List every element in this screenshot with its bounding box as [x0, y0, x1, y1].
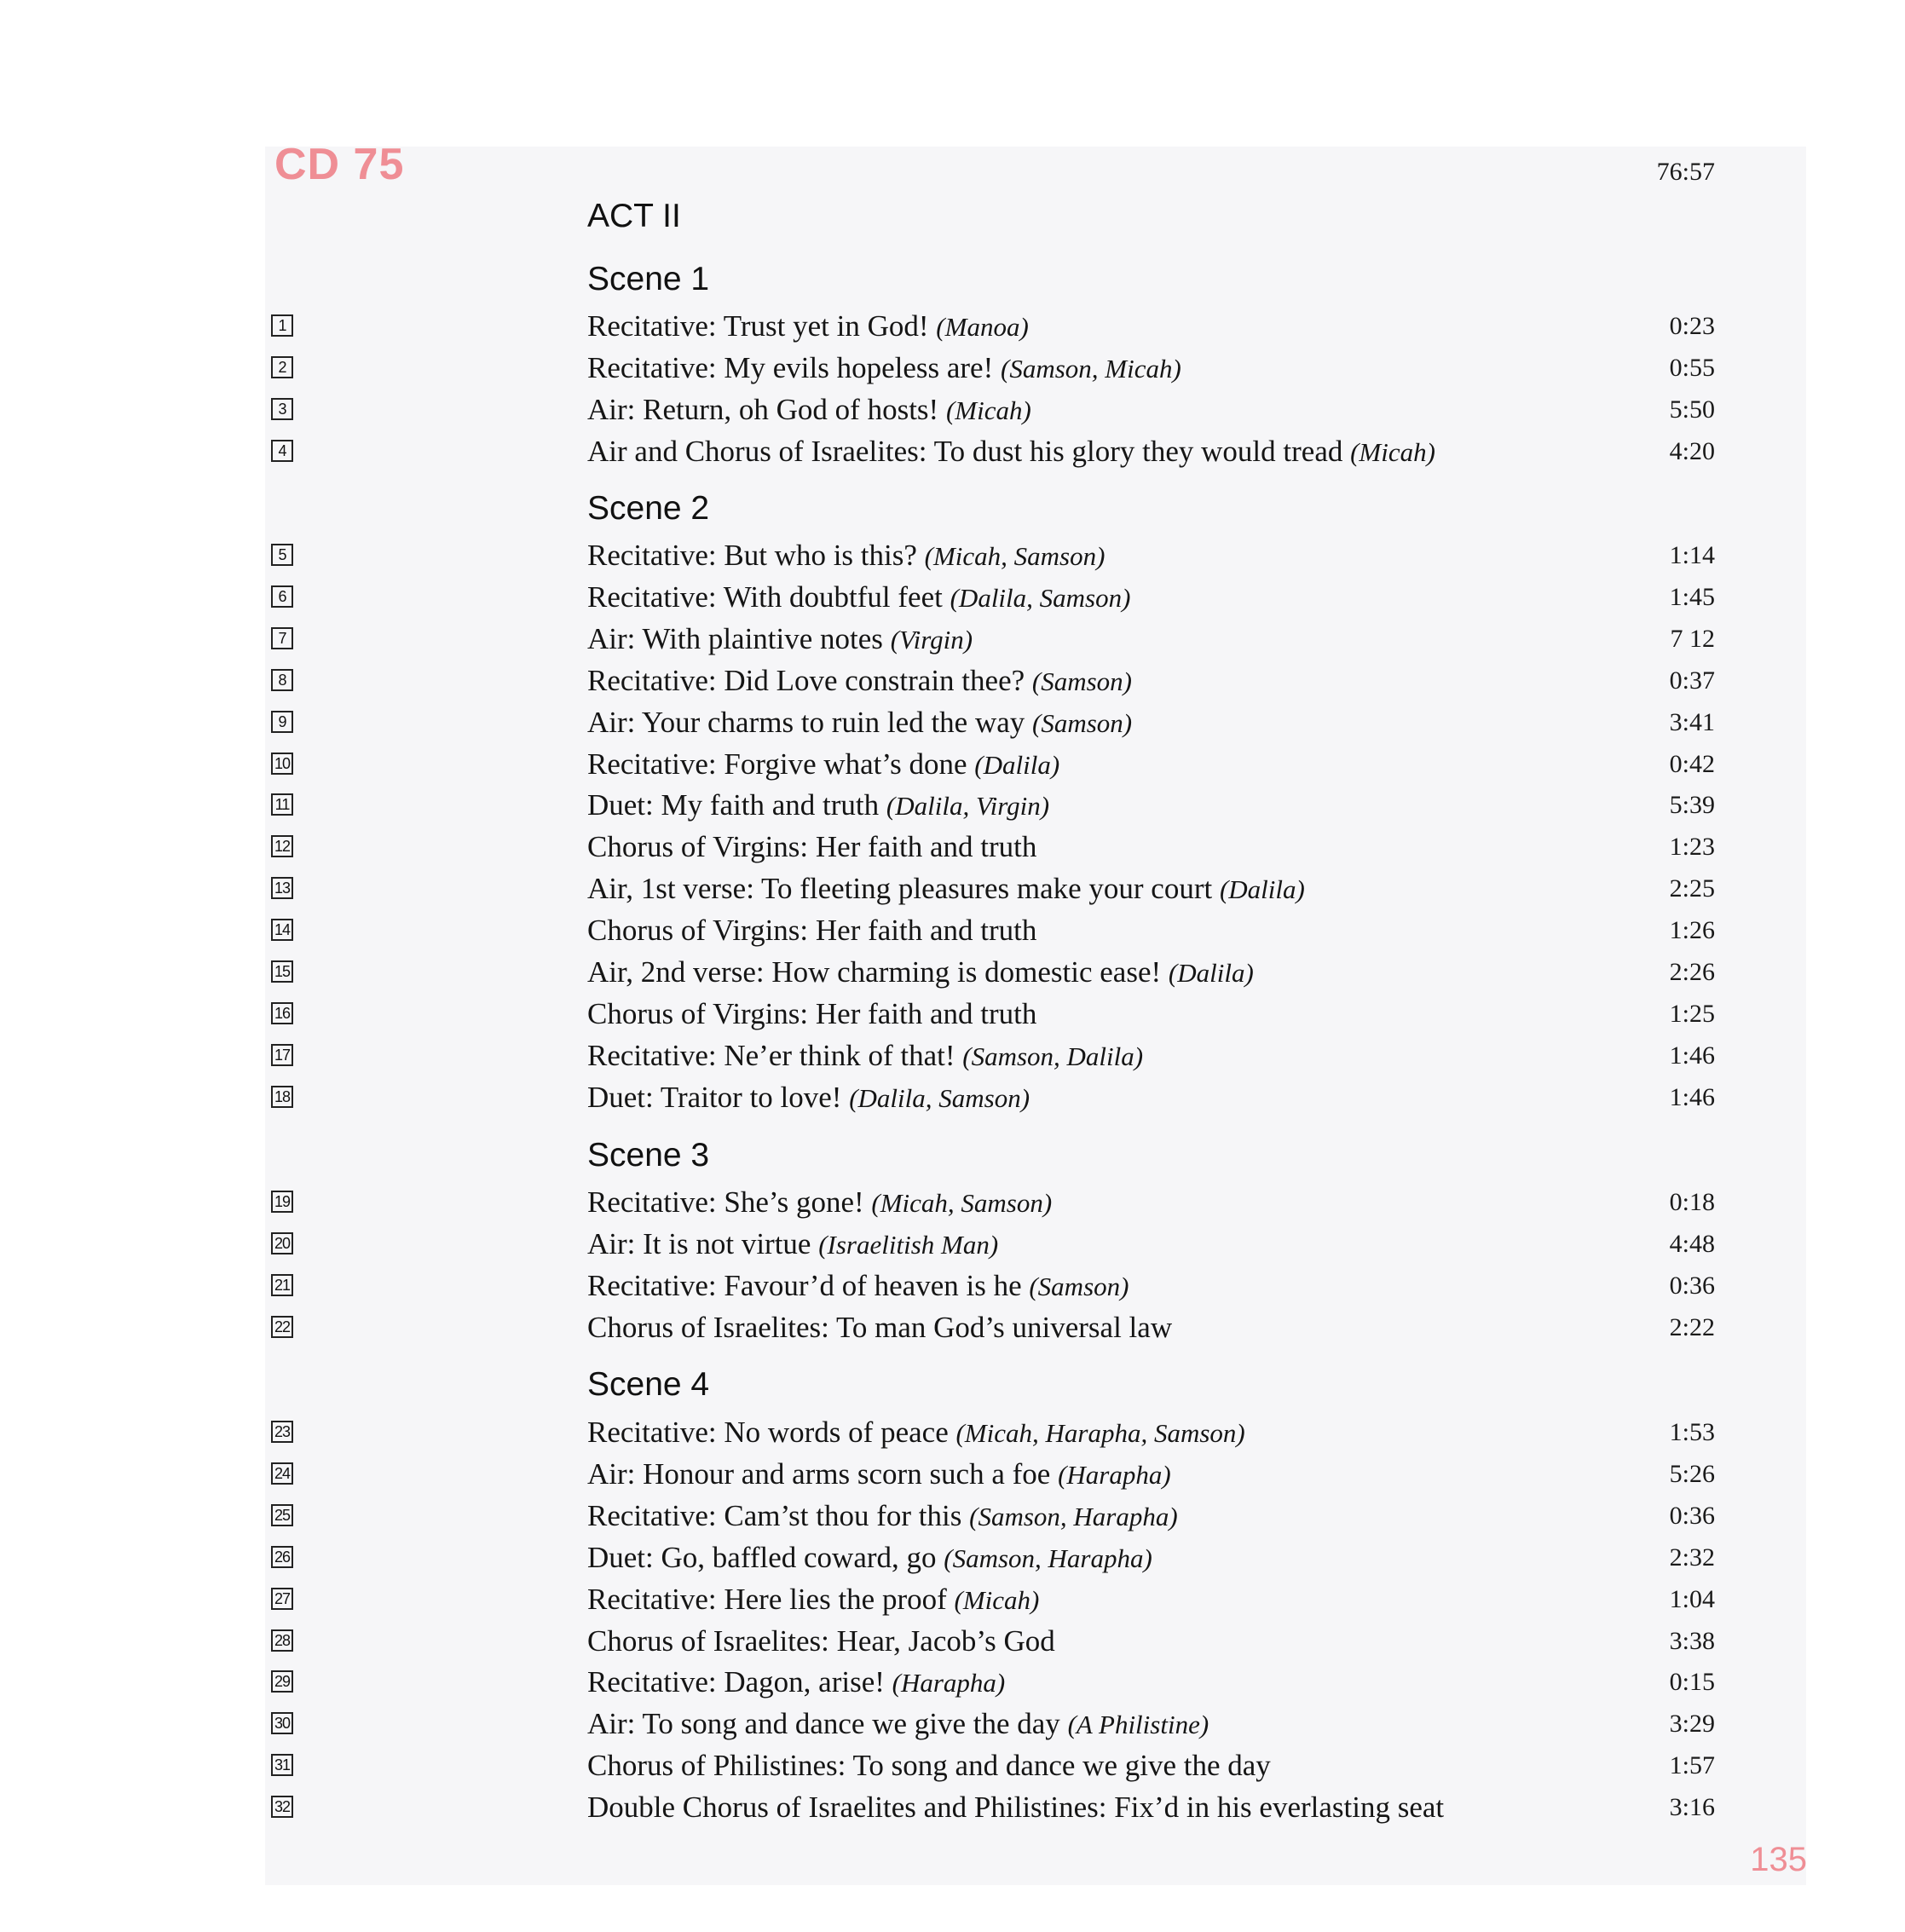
track-title: [587, 1620, 1055, 1662]
track-duration: 1:25: [1669, 999, 1715, 1028]
track-row: [0, 305, 1905, 347]
track-row: [0, 534, 1905, 576]
track-title: [587, 1306, 1172, 1348]
track-number-box: 32: [271, 1796, 293, 1818]
track-title: [587, 1661, 1005, 1704]
track-title-text: Air, 2nd verse: How charming is domestic ease!: [587, 955, 1162, 989]
track-performers: (Samson, Harapha): [969, 1501, 1178, 1531]
track-row: [0, 1265, 1905, 1306]
track-number-box: 20: [271, 1232, 293, 1254]
track-number-box: 15: [271, 960, 293, 983]
track-title-text: Recitative: Cam’st thou for this: [587, 1498, 962, 1532]
track-row: [0, 1786, 1905, 1828]
track-performers: (Manoa): [936, 312, 1029, 342]
track-number-box: 17: [271, 1044, 293, 1066]
track-title: [587, 1265, 1129, 1307]
track-duration: 3:16: [1669, 1793, 1715, 1822]
track-performers: (Dalila, Virgin): [886, 791, 1050, 822]
track-title-text: Recitative: Did Love constrain thee?: [587, 663, 1025, 697]
track-duration: 2:22: [1669, 1312, 1715, 1341]
track-duration: 3:41: [1669, 707, 1715, 736]
track-title-text: Recitative: Ne’er think of that!: [587, 1038, 955, 1072]
track-performers: (Micah, Samson): [871, 1188, 1053, 1218]
track-title-text: Recitative: Here lies the proof: [587, 1582, 947, 1616]
track-title-text: Double Chorus of Israelites and Philistines: Fix’d in his everlasting seat: [587, 1791, 1445, 1825]
track-performers: (Samson, Micah): [1001, 353, 1181, 384]
track-performers: (A Philistine): [1067, 1710, 1209, 1740]
track-duration: 0:36: [1669, 1271, 1715, 1300]
track-title-text: Chorus of Israelites: Hear, Jacob’s God: [587, 1623, 1055, 1658]
track-row: [0, 389, 1905, 430]
track-number-box: 28: [271, 1629, 293, 1652]
track-row: [0, 576, 1905, 618]
track-title: [587, 660, 1132, 702]
track-title: [587, 1578, 1039, 1621]
track-title: [587, 993, 1036, 1035]
track-title-text: Air: With plaintive notes: [587, 621, 883, 655]
track-row: [0, 1453, 1905, 1495]
track-title-text: Duet: Traitor to love!: [587, 1080, 842, 1114]
track-title: [587, 347, 1181, 389]
track-title-text: Recitative: Favour’d of heaven is he: [587, 1268, 1022, 1302]
track-row: [0, 660, 1905, 701]
track-title: [587, 1035, 1143, 1077]
track-number-box: 21: [271, 1274, 293, 1296]
scene-heading: Scene 1: [587, 261, 710, 297]
track-number-box: 4: [271, 440, 293, 462]
track-title-text: Air and Chorus of Israelites: To dust his glory they would tread: [587, 434, 1343, 468]
track-title: [587, 430, 1435, 473]
track-performers: (Micah): [945, 395, 1031, 425]
track-title: [587, 826, 1036, 868]
track-title-text: Air, 1st verse: To fleeting pleasures make your court: [587, 872, 1213, 906]
track-number-box: 22: [271, 1316, 293, 1338]
track-performers: (Israelitish Man): [818, 1229, 999, 1260]
track-title: [587, 389, 1031, 431]
track-duration: 7 12: [1670, 624, 1715, 653]
track-duration: 3:38: [1669, 1626, 1715, 1655]
track-number-box: 14: [271, 919, 293, 941]
track-duration: 0:15: [1669, 1668, 1715, 1697]
track-number-box: 27: [271, 1588, 293, 1610]
track-title-text: Recitative: But who is this?: [587, 539, 917, 572]
track-row: [0, 618, 1905, 660]
track-title: [587, 1181, 1052, 1224]
track-title: [587, 784, 1049, 827]
track-performers: (Micah): [954, 1584, 1040, 1615]
track-title-text: Recitative: Trust yet in God!: [587, 309, 929, 343]
track-title: [587, 909, 1036, 951]
track-row: [0, 1537, 1905, 1578]
track-duration: 0:37: [1669, 666, 1715, 695]
track-duration: 0:42: [1669, 749, 1715, 778]
track-duration: 0:18: [1669, 1188, 1715, 1216]
track-title-text: Air: Return, oh God of hosts!: [587, 392, 939, 426]
track-row: [0, 430, 1905, 472]
track-number-box: 23: [271, 1421, 293, 1443]
track-duration: 5:50: [1669, 395, 1715, 424]
track-number-box: 8: [271, 669, 293, 691]
track-number-box: 10: [271, 753, 293, 775]
track-row: [0, 347, 1905, 389]
track-performers: (Dalila): [1219, 874, 1305, 905]
track-row: [0, 1703, 1905, 1745]
track-row: [0, 1661, 1905, 1703]
track-row: [0, 1035, 1905, 1076]
track-title: [587, 305, 1029, 348]
track-title: [587, 701, 1132, 744]
track-duration: 1:23: [1669, 833, 1715, 862]
track-title-text: Chorus of Philistines: To song and dance we give the day: [587, 1749, 1271, 1783]
track-performers: (Samson): [1029, 1271, 1129, 1301]
track-row: [0, 826, 1905, 868]
track-row: [0, 868, 1905, 909]
track-title-text: Recitative: She’s gone!: [587, 1185, 864, 1219]
track-performers: (Micah): [1350, 436, 1435, 467]
track-duration: 1:04: [1669, 1584, 1715, 1613]
track-title-text: Air: Honour and arms scorn such a foe: [587, 1456, 1051, 1491]
track-title-text: Air: It is not virtue: [587, 1226, 811, 1260]
track-duration: 4:20: [1669, 436, 1715, 465]
track-title: [587, 951, 1254, 994]
track-duration: 1:57: [1669, 1751, 1715, 1780]
track-row: [0, 1620, 1905, 1662]
track-title-text: Chorus of Virgins: Her faith and truth: [587, 914, 1037, 948]
track-title: [587, 1703, 1209, 1745]
track-title-text: Duet: Go, baffled coward, go: [587, 1540, 937, 1574]
track-performers: (Micah, Samson): [924, 541, 1105, 571]
track-title: [587, 1786, 1444, 1828]
track-performers: (Samson): [1031, 666, 1132, 696]
track-performers: (Samson, Harapha): [944, 1543, 1152, 1573]
track-row: [0, 743, 1905, 785]
track-performers: (Harapha): [1058, 1459, 1171, 1490]
track-performers: (Virgin): [890, 624, 973, 655]
track-performers: (Dalila, Samson): [849, 1082, 1030, 1113]
track-title: [587, 1495, 1178, 1537]
track-performers: (Samson): [1032, 707, 1133, 738]
track-row: [0, 1578, 1905, 1620]
track-duration: 1:53: [1669, 1418, 1715, 1446]
track-duration: 0:23: [1669, 312, 1715, 340]
track-number-box: 6: [271, 585, 293, 608]
track-number-box: 19: [271, 1191, 293, 1213]
track-duration: 1:14: [1669, 541, 1715, 569]
cd-label: CD 75: [274, 140, 405, 189]
track-title-text: Recitative: Forgive what’s done: [587, 747, 967, 781]
track-title-text: Recitative: My evils hopeless are!: [587, 350, 994, 384]
track-title: [587, 1745, 1271, 1786]
track-number-box: 12: [271, 835, 293, 857]
total-time: 76:57: [1656, 158, 1715, 186]
track-duration: 2:32: [1669, 1543, 1715, 1572]
scene-heading: Scene 4: [587, 1366, 710, 1403]
track-row: [0, 1076, 1905, 1118]
track-number-box: 16: [271, 1002, 293, 1024]
track-title: [587, 618, 973, 660]
track-title-text: Chorus of Israelites: To man God’s universal law: [587, 1310, 1173, 1344]
track-row: [0, 701, 1905, 743]
track-duration: 3:29: [1669, 1710, 1715, 1739]
track-number-box: 31: [271, 1754, 293, 1776]
track-number-box: 3: [271, 398, 293, 420]
track-row: [0, 1745, 1905, 1786]
track-duration: 5:39: [1669, 791, 1715, 820]
track-duration: 2:25: [1669, 874, 1715, 903]
track-title: [587, 1537, 1152, 1579]
track-number-box: 1: [271, 314, 293, 337]
track-performers: (Dalila): [1168, 958, 1254, 988]
track-number-box: 13: [271, 877, 293, 899]
track-title-text: Duet: My faith and truth: [587, 788, 880, 822]
track-performers: (Samson, Dalila): [962, 1041, 1144, 1071]
act-heading: ACT II: [587, 198, 681, 234]
track-row: [0, 1306, 1905, 1348]
track-title-text: Recitative: With doubtful feet: [587, 580, 943, 614]
track-number-box: 2: [271, 356, 293, 378]
track-title: [587, 743, 1059, 786]
track-title-text: Air: To song and dance we give the day: [587, 1707, 1060, 1741]
track-row: [0, 784, 1905, 826]
track-title: [587, 1076, 1030, 1119]
track-duration: 4:48: [1669, 1229, 1715, 1258]
track-row: [0, 951, 1905, 993]
track-title-text: Air: Your charms to ruin led the way: [587, 705, 1025, 739]
track-duration: 1:46: [1669, 1041, 1715, 1070]
track-number-box: 30: [271, 1712, 293, 1734]
track-row: [0, 1181, 1905, 1223]
scene-heading: Scene 2: [587, 490, 710, 527]
track-row: [0, 1411, 1905, 1453]
track-performers: (Dalila): [974, 749, 1060, 780]
track-title: [587, 1411, 1245, 1454]
track-duration: 0:55: [1669, 353, 1715, 382]
track-number-box: 24: [271, 1462, 293, 1485]
track-title-text: Recitative: Dagon, arise!: [587, 1665, 885, 1699]
track-number-box: 9: [271, 711, 293, 733]
track-performers: (Micah, Harapha, Samson): [955, 1418, 1245, 1448]
track-number-box: 5: [271, 544, 293, 566]
track-number-box: 11: [271, 793, 293, 816]
track-title: [587, 534, 1105, 577]
track-duration: 5:26: [1669, 1459, 1715, 1488]
track-performers: (Harapha): [892, 1668, 1006, 1698]
track-title-text: Recitative: No words of peace: [587, 1416, 949, 1449]
track-row: [0, 1223, 1905, 1265]
track-title-text: Chorus of Virgins: Her faith and truth: [587, 830, 1037, 864]
track-row: [0, 993, 1905, 1035]
track-row: [0, 1495, 1905, 1537]
track-row: [0, 909, 1905, 951]
track-number-box: 26: [271, 1546, 293, 1568]
scene-heading: Scene 3: [587, 1137, 710, 1174]
track-title: [587, 868, 1305, 910]
track-duration: 1:46: [1669, 1082, 1715, 1111]
page-number: 135: [1750, 1841, 1807, 1878]
track-duration: 0:36: [1669, 1501, 1715, 1530]
track-title-text: Chorus of Virgins: Her faith and truth: [587, 996, 1037, 1030]
track-duration: 1:45: [1669, 582, 1715, 611]
track-number-box: 25: [271, 1504, 293, 1526]
track-number-box: 29: [271, 1670, 293, 1693]
track-title: [587, 1223, 998, 1266]
track-title: [587, 576, 1130, 619]
track-title: [587, 1453, 1171, 1496]
track-duration: 2:26: [1669, 958, 1715, 986]
track-number-box: 18: [271, 1086, 293, 1108]
track-performers: (Dalila, Samson): [950, 582, 1131, 613]
track-number-box: 7: [271, 627, 293, 649]
track-duration: 1:26: [1669, 916, 1715, 945]
